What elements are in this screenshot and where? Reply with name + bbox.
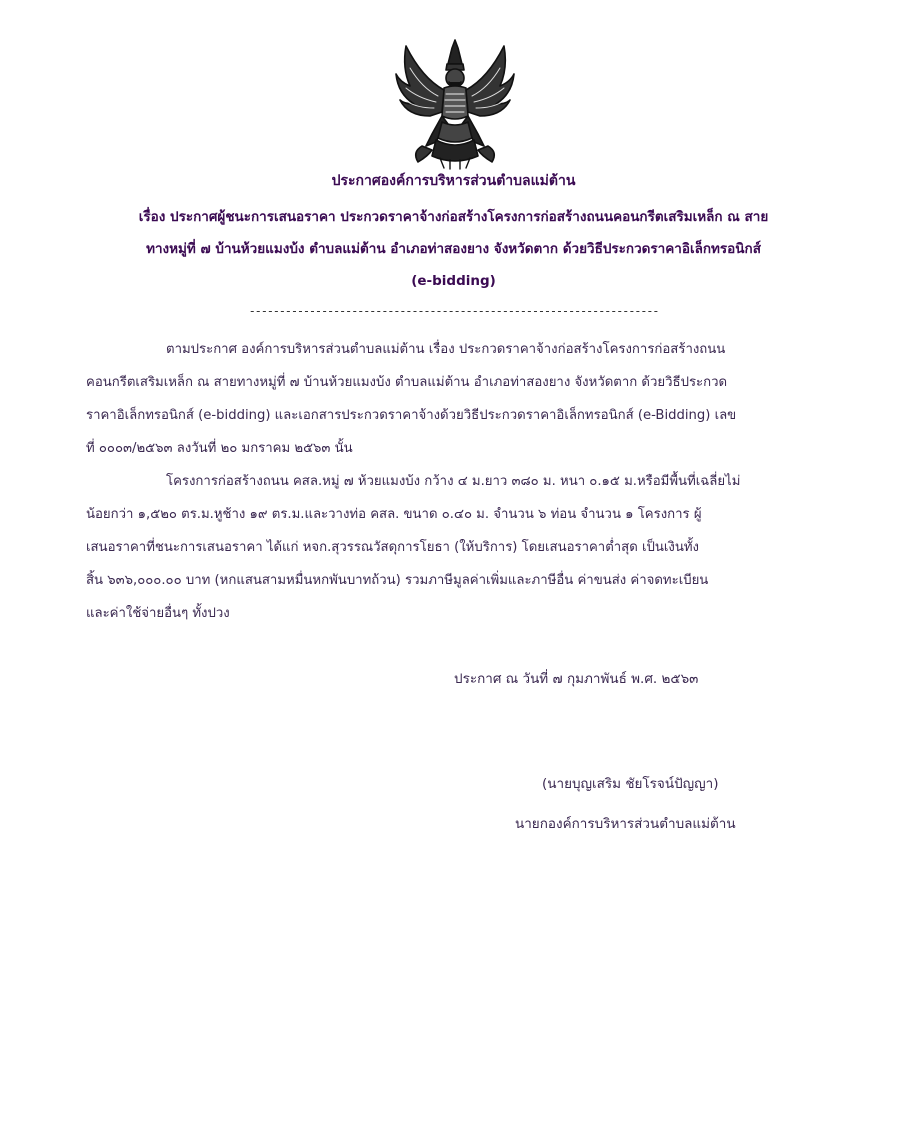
divider-line: -------------------------------------------------------------------- [248,304,659,318]
paragraph1-line: ตามประกาศ องค์การบริหารส่วนตำบลแม่ต้าน เรื่อง ประกวดราคาจ้างก่อสร้างโครงการก่อสร้างถนน [166,342,726,357]
paragraph1-line: คอนกรีตเสริมเหล็ก ณ สายทางหมู่ที่ ๗ บ้านห้วยแมงบ้ง ตำบลแม่ต้าน อำเภอท่าสองยาง จังหวัดตาก ด้วยวิธีประกวด [86,375,728,390]
subject-line: ทางหมู่ที่ ๗ บ้านห้วยแมงบ้ง ตำบลแม่ต้าน อำเภอท่าสองยาง จังหวัดตาก ด้วยวิธีประกวดราคาอิเล็กทรอนิกส์ [146,241,761,257]
org-title: ประกาศองค์การบริหารส่วนตำบลแม่ต้าน [331,173,576,189]
paragraph2-line: น้อยกว่า ๑,๕๒๐ ตร.ม.หูช้าง ๑๙ ตร.ม.และวางท่อ คสล. ขนาด ๐.๔๐ ม. จำนวน ๖ ท่อน จำนวน ๑ โครงการ ผู้ [86,507,702,522]
subject-line: (e-bidding) [411,273,496,289]
announcement-subject [80,201,827,297]
paragraph2-line: โครงการก่อสร้างถนน คสล.หมู่ ๗ ห้วยแมงบ้ง กว้าง ๔ ม.ยาว ๓๘๐ ม. หนา ๐.๑๕ ม.หรือมีพื้นที่เฉลี่ยไม่ [166,474,741,489]
paragraph2-line: เสนอราคาที่ชนะการเสนอราคา ได้แก่ หจก.สุวรรณวัสดุการโยธา (ให้บริการ) โดยเสนอราคาต่ำสุด เป็นเงินทั้ง [86,540,699,555]
signer-title: นายกองค์การบริหารส่วนตำบลแม่ต้าน [515,816,736,832]
announce-date: ประกาศ ณ วันที่ ๗ กุมภาพันธ์ พ.ศ. ๒๕๖๓ [454,671,699,687]
paragraph2-line: และค่าใช้จ่ายอื่นๆ ทั้งปวง [86,606,230,621]
signer-name: (นายบุญเสริม ชัยโรจน์ปัญญา) [542,776,719,792]
garuda-emblem-icon [392,38,518,170]
paragraph1-line: ราคาอิเล็กทรอนิกส์ (e-bidding) และเอกสารประกวดราคาจ้างด้วยวิธีประกวดราคาอิเล็กทรอนิกส์ (e-Bidding) เลข [86,408,737,423]
announcement-body [86,333,826,630]
paragraph1-line: ที่ ๐๐๐๓/๒๕๖๓ ลงวันที่ ๒๐ มกราคม ๒๕๖๓ นั้น [86,441,353,456]
paragraph2-line: สิ้น ๖๓๖,๐๐๐.๐๐ บาท (หกแสนสามหมื่นหกพันบาทถ้วน) รวมภาษีมูลค่าเพิ่มและภาษีอื่น ค่าขนส่ง ค่าจดทะเบียน [86,573,709,588]
subject-line: เรื่อง ประกาศผู้ชนะการเสนอราคา ประกวดราคาจ้างก่อสร้างโครงการก่อสร้างถนนคอนกรีตเสริมเหล็ก ณ สาย [138,209,769,225]
